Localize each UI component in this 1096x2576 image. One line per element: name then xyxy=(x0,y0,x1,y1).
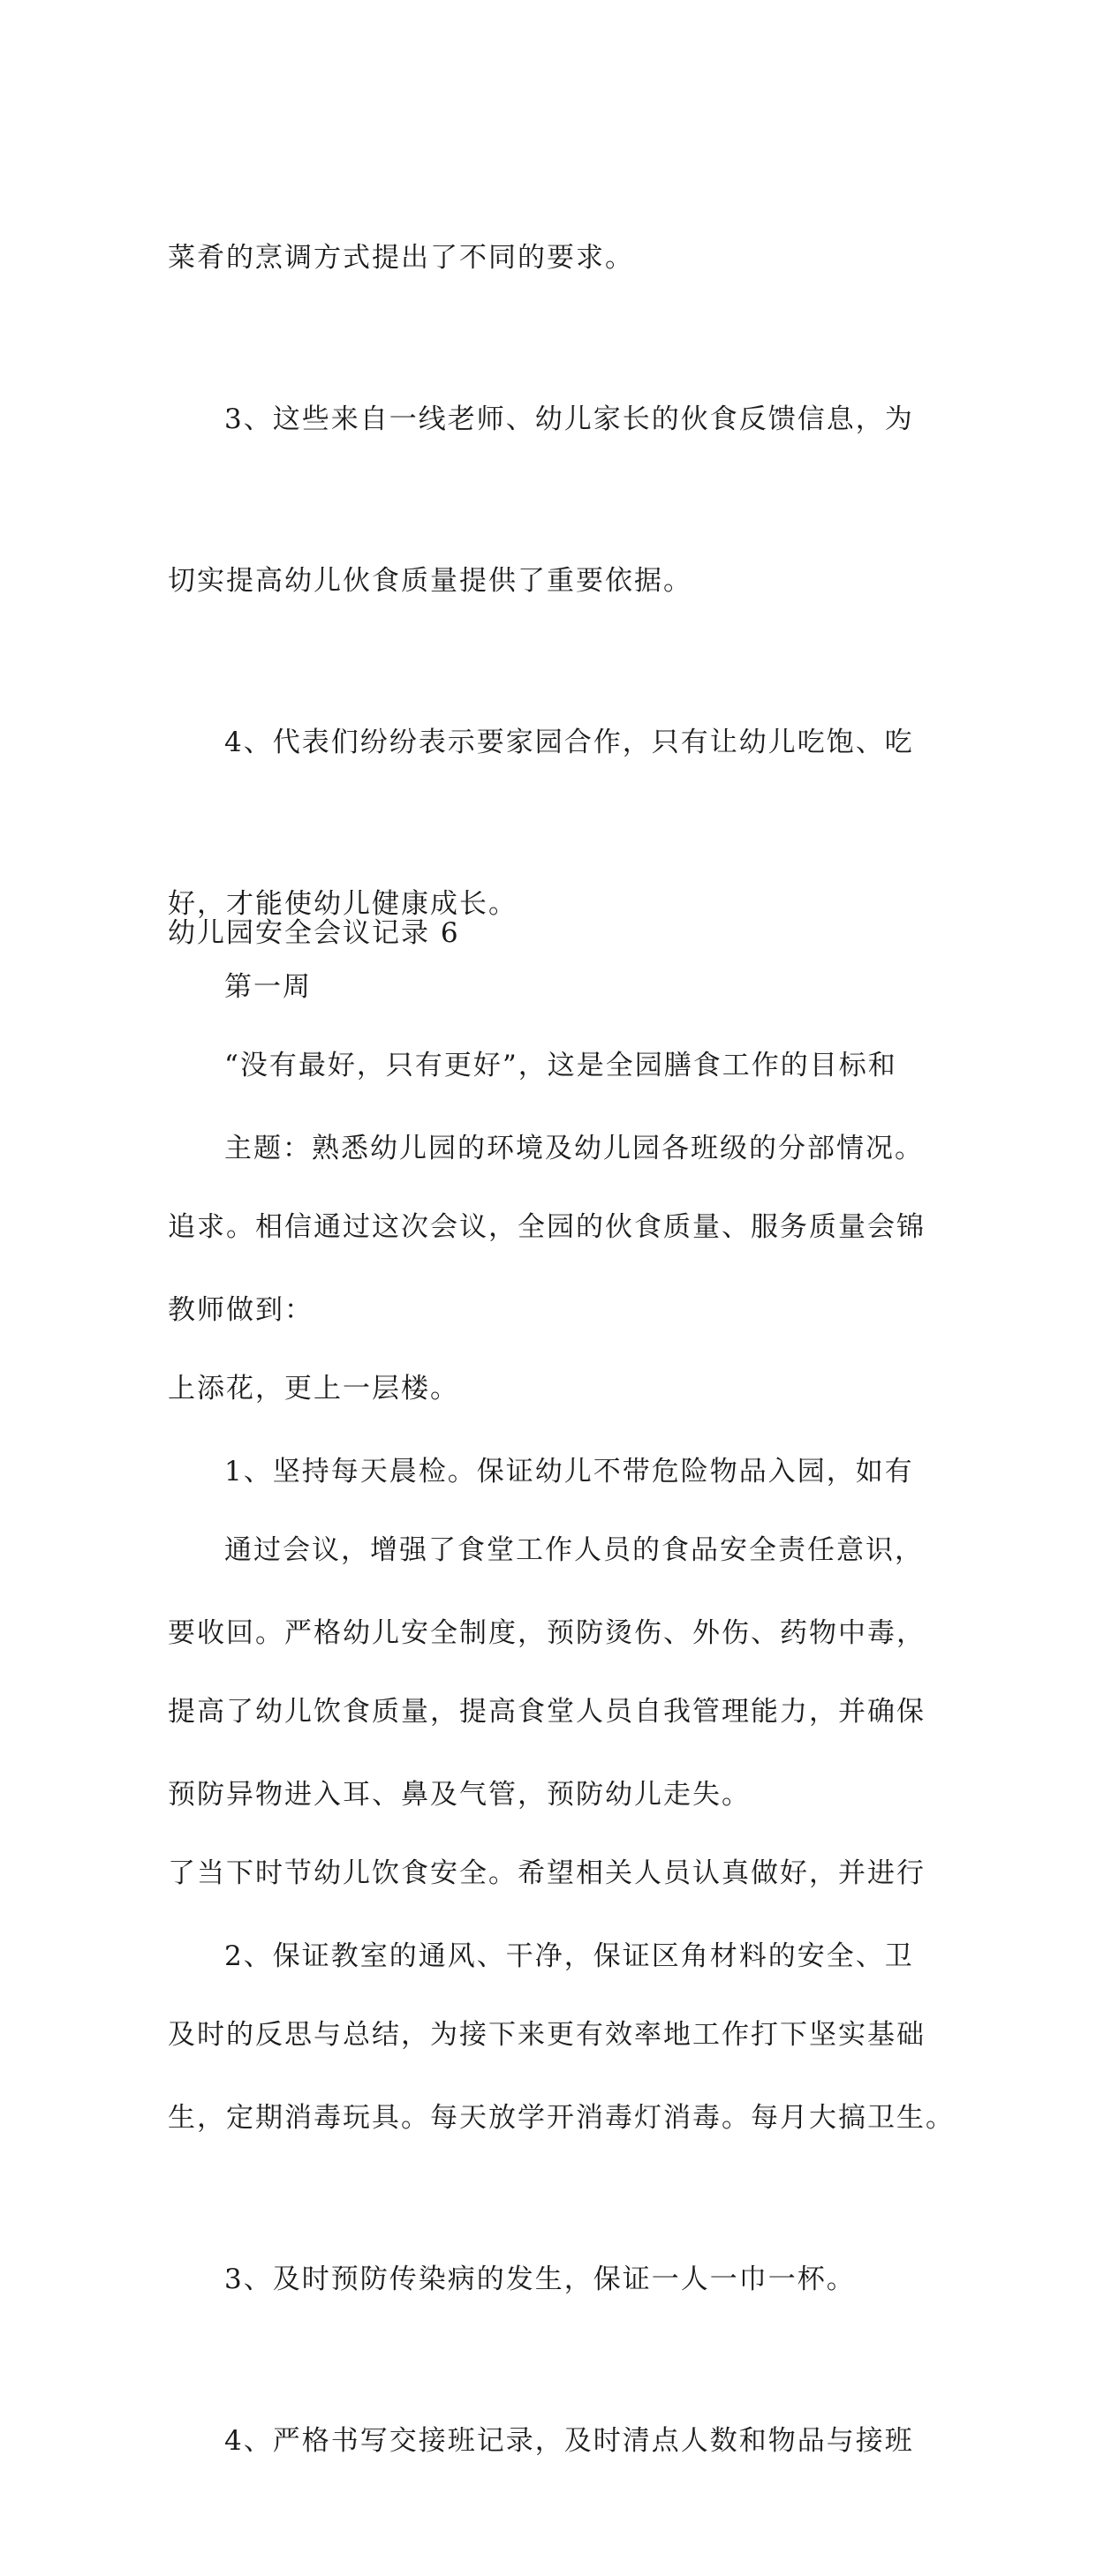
text-line: 要收回。严格幼儿安全制度，预防烫伤、外伤、药物中毒， xyxy=(168,1617,926,1649)
text-line: 2、保证教室的通风、干净，保证区角材料的安全、卫 xyxy=(224,1940,914,1972)
paragraph-block-safety xyxy=(168,853,955,2576)
text-line: 3、这些来自一线老师、幼儿家长的伙食反馈信息，为 xyxy=(224,403,914,435)
text-line: 上添花，更上一层楼。 xyxy=(168,1373,459,1405)
text-line: 切实提高幼儿伙食质量提供了重要依据。 xyxy=(168,565,692,597)
text-line: 通过会议，增强了食堂工作人员的食品安全责任意识， xyxy=(224,1534,924,1566)
text-line: 4、严格书写交接班记录，及时清点人数和物品与接班 xyxy=(224,2425,914,2457)
text-line: 生，定期消毒玩具。每天放学开消毒灯消毒。每月大搞卫生。 xyxy=(168,2102,955,2134)
text-line: 及时的反思与总结，为接下来更有效率地工作打下坚实基础 xyxy=(168,2019,926,2051)
text-line: 第一周 xyxy=(224,971,312,1003)
text-line: 主题：熟悉幼儿园的环境及幼儿园各班级的分部情况。 xyxy=(224,1133,924,1164)
text-line: 菜肴的烹调方式提出了不同的要求。 xyxy=(168,242,634,274)
text-line: 3、及时预防传染病的发生，保证一人一巾一杯。 xyxy=(224,2263,856,2295)
text-line: 追求。相信通过这次会议，全园的伙食质量、服务质量会锦 xyxy=(168,1211,926,1243)
section-title: 幼儿园安全会议记录 6 xyxy=(168,917,460,949)
text-line: 好，才能使幼儿健康成长。 xyxy=(168,888,518,920)
text-line: 预防异物进入耳、鼻及气管，预防幼儿走失。 xyxy=(168,1779,751,1811)
text-line: 提高了幼儿饮食质量，提高食堂人员自我管理能力，并确保 xyxy=(168,1696,926,1728)
text-line: “没有最好，只有更好”，这是全园膳食工作的目标和 xyxy=(224,1050,897,1081)
text-line: 了当下时节幼儿饮食安全。希望相关人员认真做好，并进行 xyxy=(168,1857,926,1889)
text-line: 1、坚持每天晨检。保证幼儿不带危险物品入园，如有 xyxy=(224,1456,914,1488)
text-line: 教师做到： xyxy=(168,1294,314,1326)
text-line: 4、代表们纷纷表示要家园合作，只有让幼儿吃饱、吃 xyxy=(224,727,914,758)
